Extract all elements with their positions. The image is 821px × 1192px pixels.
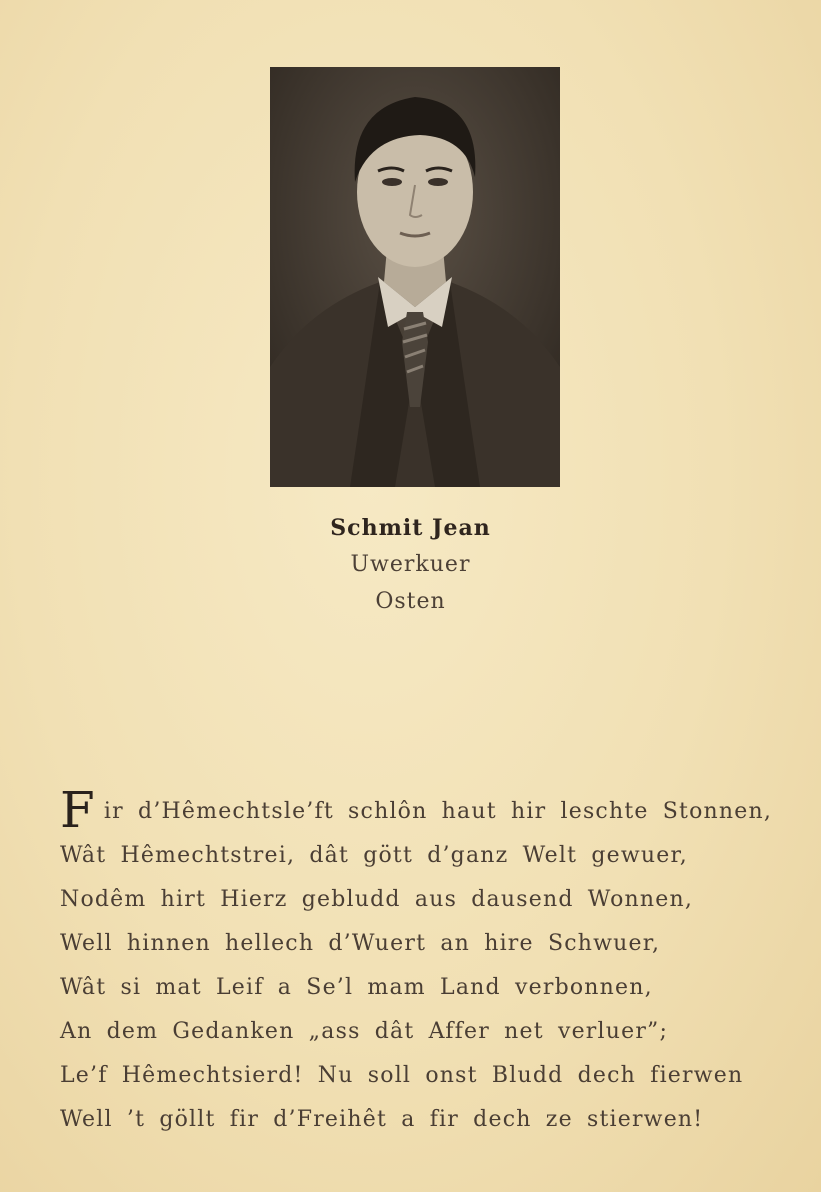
poem-line: Le’f Hêmechtsierd! Nu soll onst Bludd dech fierwen xyxy=(60,1063,744,1088)
poem xyxy=(60,781,820,1142)
poem-line: Nodêm hirt Hierz gebludd aus dausend Wonnen, xyxy=(60,887,694,912)
poem-line: Well hinnen hellech d’Wuert an hire Schwuer, xyxy=(60,931,661,956)
poem-line: Well ’t göllt fir d’Freihêt a fir dech ze stierwen! xyxy=(60,1107,704,1132)
poem-line: Wât Hêmechtstrei, dât gött d’ganz Welt gewuer, xyxy=(60,843,688,868)
poem-line: Wât si mat Leif a Se’l mam Land verbonnen, xyxy=(60,975,653,1000)
poem-line: An dem Gedanken „ass dât Affer net verluer”; xyxy=(60,1019,669,1044)
person-role: Uwerkuer xyxy=(350,552,471,577)
poem-line xyxy=(60,781,820,839)
drop-cap-initial: F xyxy=(60,781,96,839)
portrait-illustration xyxy=(270,67,560,487)
person-place: Osten xyxy=(375,589,446,614)
portrait-photo xyxy=(270,67,560,487)
poem-first-line-text: ir d’Hêmechtsle’ft schlôn haut hir leschte Stonnen, xyxy=(103,799,773,824)
person-name: Schmit Jean xyxy=(330,515,491,541)
